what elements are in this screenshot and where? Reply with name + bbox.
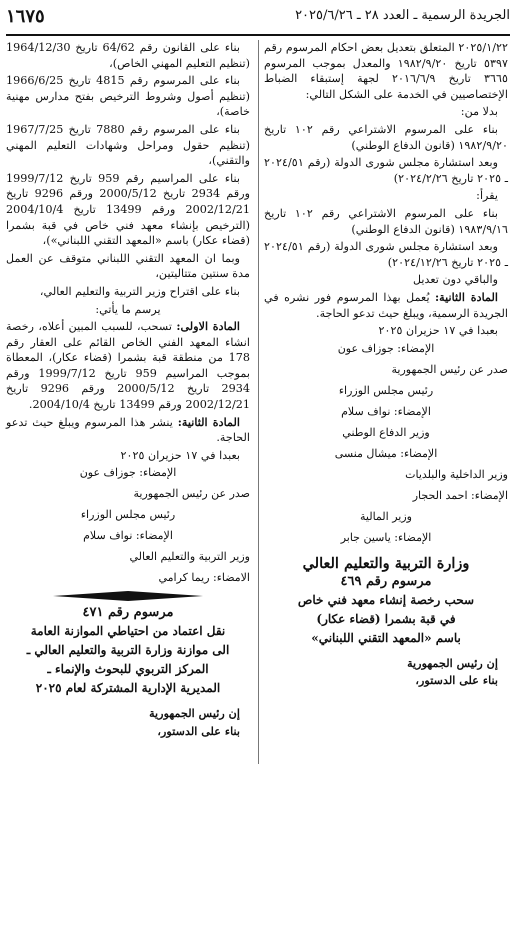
amend-paragraph-4: وبعد استشارة مجلس شورى الدولة (رقم ٢٠٢٤/٥١ ـ ٢٠٢٥ تاريخ ٢٠٢٤/١٢/٢٦) xyxy=(264,240,508,269)
decree-number-469: مرسوم رقم ٤٦٩ xyxy=(340,573,432,589)
amend-paragraph-3: بناء على المرسوم الاشتراعي رقم ١٠٢ تاريخ ١٩٨٣/٩/١٦ (قانون الدفاع الوطني) xyxy=(264,206,508,236)
column-divider xyxy=(258,40,259,764)
president-signature-left: الإمضاء: جوزاف عون xyxy=(79,466,177,480)
ministry-heading: وزارة التربية والتعليم العالي xyxy=(302,554,470,572)
article-1-text: تسحب، للسبب المبين أعلاه، رخصة انشاء المعهد الفني الخاص القائم على العقار رقم 178 من منطقة قبة بشمرا (قضاء عكار)، المعطاة بموجب المراسيم 959 تاريخ 1999/7/12 ورقم 2934 تاريخ 2000/5/12 ورقم 9296 تاريخ 2002/12/21 ورقم 13499 تاريخ 2004/10/4. xyxy=(6,320,251,412)
decree-471-title-line-3: المركز التربوي للبحوث والإنماء ـ xyxy=(47,662,209,677)
decree-469-title xyxy=(264,591,508,648)
president-signature: الإمضاء: جوزاف عون xyxy=(337,341,435,355)
article-1-paragraph xyxy=(6,319,250,413)
right-column xyxy=(264,40,508,930)
pm-title-left: رئيس مجلس الوزراء xyxy=(80,508,176,522)
defense-minister-title: وزير الدفاع الوطني xyxy=(342,425,430,439)
header-rule xyxy=(6,34,510,36)
interior-minister-title: وزير الداخلية والبلديات xyxy=(405,467,508,481)
basis-decree-4815: بناء على المرسوم رقم 4815 تاريخ 1966/6/25 (تنظيم أصول وشروط الترخيص بفتح مدارس مهنية خاصة)، xyxy=(6,74,250,119)
basis-decree-7880: بناء على المرسوم رقم 7880 تاريخ 1967/7/25 (تنظيم حقول ومراحل وشهادات التعليم المهني والتقني)، xyxy=(6,122,250,168)
gazette-title: الجريدة الرسمية ـ العدد ٢٨ ـ ٢٠٢٥/٦/٢٦ xyxy=(295,8,510,23)
article-1-label: المادة الاولى: xyxy=(176,319,241,334)
decree-469-title-line-3: باسم «المعهد التقني اللبناني» xyxy=(311,630,461,645)
page-header xyxy=(6,6,510,30)
decree-469-title-line-2: في قبة بشمرا (قضاء عكار) xyxy=(316,611,456,626)
decree-471-title-line-1: نقل اعتماد من احتياطي الموازنة العامة xyxy=(30,624,226,639)
read-label: يقرأ: xyxy=(476,189,498,203)
defense-minister-signature: الإمضاء: ميشال منسى xyxy=(334,446,438,460)
pm-signature-left: الإمضاء: نواف سلام xyxy=(83,529,173,543)
article-2-text: يُعمل بهذا المرسوم فور نشره في الجريدة الرسمية، ويبلغ حيث تدعو الحاجة. xyxy=(264,290,508,320)
issued-by: صدر عن رئيس الجمهورية xyxy=(391,362,508,376)
finance-minister-signature: الإمضاء: ياسين جابر xyxy=(340,530,432,544)
decree-date: بعبدا في ١٧ حزيران ٢٠٢٥ xyxy=(378,324,498,338)
decree-date-left: بعبدا في ١٧ حزيران ٢٠٢٥ xyxy=(120,448,240,462)
decrees-following: يرسم ما يأتي: xyxy=(95,302,161,316)
page-number: ١٦٧٥ xyxy=(6,6,45,27)
article-2-text-left: ينشر هذا المرسوم ويبلغ حيث تدعو الحاجة. xyxy=(6,415,250,445)
interior-minister-signature: الإمضاء: احمد الحجار xyxy=(412,488,508,502)
article-2-paragraph-left xyxy=(6,415,250,446)
education-minister-signature: الامضاء: ريما كرامي xyxy=(158,571,250,585)
decree-469-president: إن رئيس الجمهورية xyxy=(407,655,498,670)
rest-unchanged: والباقي دون تعديل xyxy=(412,273,498,287)
basis-decrees-959: بناء على المراسيم رقم 959 تاريخ 1999/7/12 ورقم 2934 تاريخ 2000/5/12 ورقم 9296 تاريخ 2002/12/21 ورقم 13499 تاريخ 2004/10/4 (الترخيص بإنشاء معهد فني خاص في قبة بشمرا (قضاء عكار) باسم «المعهد التقني اللبناني»)، xyxy=(6,171,251,248)
intro-paragraph: ٢٠٢٥/١/٢٢ المتعلق بتعديل بعض احكام المرسوم رقم ٥٣٩٧ تاريخ ١٩٨٢/٩/٢٠ والمعدل بموجب المرسوم ٣٦٦٥ تاريخ ٢٠١٦/٦/٩ لجهة إستبقاء الضباط الإختصاصيين في الخدمة على الشكل التالي: xyxy=(264,41,508,101)
issued-by-left: صدر عن رئيس الجمهورية xyxy=(133,487,250,501)
amend-paragraph-1: بناء على المرسوم الاشتراعي رقم ١٠٢ تاريخ ١٩٨٢/٩/٢٠ (قانون الدفاع الوطني) xyxy=(264,122,508,152)
education-minister-title: وزير التربية والتعليم العالي xyxy=(129,550,250,564)
pm-title: رئيس مجلس الوزراء xyxy=(338,383,434,397)
left-column xyxy=(6,40,250,930)
decree-469-title-line-1: سحب رخصة إنشاء معهد فني خاص xyxy=(297,592,475,607)
decree-471-title-line-2: الى موازنة وزارة التربية والتعليم العالي ـ xyxy=(26,643,230,658)
article-2-label-left: المادة الثانية: xyxy=(177,414,240,429)
pm-signature: الإمضاء: نواف سلام xyxy=(341,404,431,418)
article-2-label: المادة الثانية: xyxy=(435,289,498,304)
decree-471-title-line-4: المديرية الإدارية المشتركة لعام ٢٠٢٥ xyxy=(35,681,221,696)
article-2-paragraph xyxy=(264,290,508,321)
minister-proposal: بناء على اقتراح وزير التربية والتعليم العالي، xyxy=(39,284,240,298)
amend-paragraph-2: وبعد استشارة مجلس شورى الدولة (رقم ٢٠٢٤/٥١ ـ ٢٠٢٥ تاريخ ٢٠٢٤/٢/٢٦) xyxy=(264,156,508,185)
separator-ornament xyxy=(53,591,203,601)
basis-law-64-62: بناء على القانون رقم 64/62 تاريخ 1964/12/30 (تنظيم التعليم المهني الخاص)، xyxy=(6,41,250,70)
decree-number-471: مرسوم رقم ٤٧١ xyxy=(82,605,174,621)
decree-471-title xyxy=(6,622,250,698)
instead-of-label: بدلا من: xyxy=(460,105,498,119)
decree-471-president: إن رئيس الجمهورية xyxy=(149,706,240,721)
institute-stopped: وبما ان المعهد التقني اللبناني متوقف عن العمل مدة سنتين متتاليتين، xyxy=(6,251,250,281)
decree-471-constitution: بناء على الدستور، xyxy=(157,724,240,739)
decree-469-constitution: بناء على الدستور، xyxy=(415,673,498,688)
finance-minister-title: وزير المالية xyxy=(360,509,412,523)
